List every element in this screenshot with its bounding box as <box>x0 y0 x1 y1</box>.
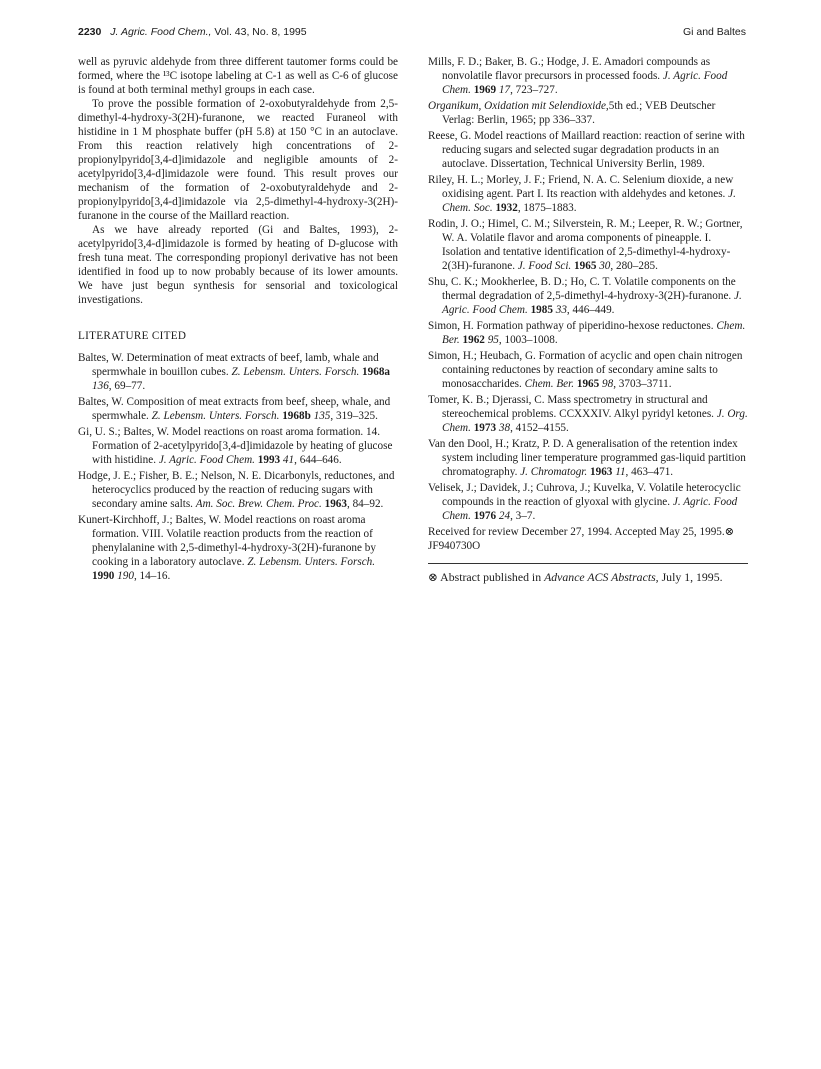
reference-pre: Reese, G. Model reactions of Maillard reaction: reaction of serine with reducing sugars and selected sugar degradation products in an autoclave. Dissertation, Technical University Berlin, 1989. <box>428 130 745 170</box>
reference-entry <box>428 437 748 479</box>
right-column <box>428 55 748 585</box>
reference-pre: Hodge, J. E.; Fisher, B. E.; Nelson, N. E. Dicarbonyls, reductones, and heterocyclics produced by the reaction of reducing sugars with secondary amine salts. <box>78 470 395 510</box>
reference-volume: 136 <box>92 380 109 392</box>
reference-journal: Z. Lebensm. Unters. Forsch. <box>247 556 376 568</box>
reference-pages: 5th ed.; VEB Deutscher Verlag: Berlin, 1965; pp 336–337. <box>442 100 716 126</box>
reference-pre: Shu, C. K.; Mookherlee, B. D.; Ho, C. T. Volatile components on the thermal degradation of 2,5-dimethyl-4-hydroxy-3(2H)-furanone. <box>428 276 736 302</box>
reference-journal: Chem. Ber. <box>442 320 746 346</box>
reference-pre: Riley, H. L.; Morley, J. F.; Friend, N. A. C. Selenium dioxide, a new oxidising agent. Part I. Its reaction with aldehydes and ketones. <box>428 174 734 200</box>
page-number: 2230 <box>78 26 102 38</box>
reference-volume: 98 <box>602 378 614 390</box>
reference-pre: Simon, H.; Heubach, G. Formation of acyclic and open chain nitrogen containing reductones by reaction of secondary amine salts to monosaccharides. <box>428 350 743 390</box>
reference-entry <box>428 129 748 171</box>
reference-entry <box>78 395 398 423</box>
reference-journal: J. Chromatogr. <box>520 466 588 478</box>
reference-year: 1976 <box>473 510 497 522</box>
reference-entry <box>428 217 748 273</box>
reference-entry <box>428 393 748 435</box>
reference-pages: , 3–7. <box>510 510 536 522</box>
footnote-divider <box>428 563 748 564</box>
reference-entry <box>78 469 398 511</box>
reference-year: 1969 <box>473 84 497 96</box>
reference-volume: 11 <box>615 466 626 478</box>
reference-year: 1985 <box>530 304 553 316</box>
reference-year: 1968a <box>362 366 391 378</box>
reference-journal: J. Agric. Food Chem. <box>442 290 742 316</box>
reference-pre: Rodin, J. O.; Himel, C. M.; Silverstein, R. M.; Leeper, R. W.; Gortner, W. A. Volatile flavor and aroma components of pineapple. I. Isolation and tentative identification of 2,5-dimethyl-4-hydroxy-2(3H)-furanone. <box>428 218 743 272</box>
reference-pages: , 446–449. <box>566 304 615 316</box>
reference-volume: 38 <box>498 422 511 434</box>
reference-pre: Kunert-Kirchhoff, J.; Baltes, W. Model reactions on roast aroma formation. VIII. Volatile reaction products from the reaction of phenylalanine with 2,5-dimethyl-4-hydroxy-3(2H)-furanone by cooking in a laboratory autoclave. <box>78 514 376 568</box>
reference-journal: J. Agric. Food Chem. <box>158 454 255 466</box>
page-header <box>78 26 746 42</box>
reference-volume: 24 <box>498 510 511 522</box>
footnote-suffix: July 1, 1995. <box>661 570 723 584</box>
reference-journal: Organikum, Oxidation mit Selendioxide, <box>428 100 609 112</box>
reference-year: 1965 <box>574 260 597 272</box>
volume-issue: Vol. 43, No. 8, 1995 <box>214 26 307 38</box>
reference-year: 1962 <box>462 334 485 346</box>
reference-volume: 33 <box>555 304 567 316</box>
reference-pre: Velisek, J.; Davidek, J.; Cuhrova, J.; Kuvelka, V. Volatile heterocyclic compounds in the reaction of glyoxal with glycine. <box>428 482 741 508</box>
body-paragraph: As we have already reported (Gi and Baltes, 1993), 2-acetylpyrido[3,4-d]imidazole is formed by heating of D-glucose with fresh tuna meat. The corresponding propionyl derivative has not been identified in food up to now probably because of its lower amounts. We have just begun synthesis for sensorial and toxicological investigations. <box>78 224 398 306</box>
reference-pages: , 1875–1883. <box>517 202 577 214</box>
reference-journal: J. Food Sci. <box>517 260 572 272</box>
reference-pre: Van den Dool, H.; Kratz, P. D. A generalisation of the retention index system including liner temperature programmed gas-liquid partition chromatography. <box>428 438 746 478</box>
reference-year: 1965 <box>576 378 600 390</box>
reference-volume: 135 <box>313 410 331 422</box>
reference-pages: , 319–325. <box>330 410 378 422</box>
reference-volume: 41 <box>282 454 295 466</box>
reference-pages: , 69–77. <box>108 380 146 392</box>
received-note: Received for review December 27, 1994. Accepted May 25, 1995.⊗ <box>428 526 735 538</box>
footnote-italic: Advance ACS Abstracts, <box>544 570 659 584</box>
reference-entry <box>428 319 748 347</box>
reference-pre: Baltes, W. Determination of meat extracts of beef, lamb, whale and spermwhale in bouillon cubes. <box>78 352 379 378</box>
reference-entry <box>428 55 748 97</box>
reference-entry <box>78 425 398 467</box>
reference-year: 1932 <box>495 202 518 214</box>
reference-entry <box>428 173 748 215</box>
reference-journal: Z. Lebensm. Unters. Forsch. <box>151 410 280 422</box>
body-paragraph: To prove the possible formation of 2-oxobutyraldehyde from 2,5-dimethyl-4-hydroxy-3(2H)-furanone, we reacted Furaneol with histidine in 1 M phosphate buffer (pH 5.8) at 150 °C in an autoclave. From this reaction relatively high concentrations of 2-propionylpyrido[3,4-d]imidazole and negligible amounts of 2-acetylpyrido[3,4-d]imidazole were found. This result proves our mechanism of the formation of 2-oxobutyraldehyde and 2-propionylpyrido[3,4-d]imidazole via 2,5-dimethyl-4-hydroxy-3(2H)-furanone in the course of the Maillard reaction. <box>78 98 398 222</box>
reference-year: 1990 <box>92 570 115 582</box>
reference-pages: , 280–285. <box>610 260 658 272</box>
reference-volume: 17 <box>498 84 511 96</box>
reference-journal: Z. Lebensm. Unters. Forsch. <box>231 366 360 378</box>
literature-heading: LITERATURE CITED <box>78 330 187 342</box>
left-column <box>78 55 398 585</box>
reference-journal: J. Chem. Soc. <box>442 188 736 214</box>
reference-pre: Tomer, K. B.; Djerassi, C. Mass spectrometry in structural and stereochemical problems. CCXXXIV. Alkyl pyridyl ketones. <box>428 394 714 420</box>
reference-journal: J. Agric. Food Chem. <box>442 496 738 522</box>
manuscript-code: JF940730O <box>428 540 481 552</box>
reference-pages: , 644–646. <box>294 454 342 466</box>
reference-year: 1968b <box>282 410 311 422</box>
reference-year: 1973 <box>473 422 497 434</box>
reference-volume: 30 <box>599 260 611 272</box>
reference-volume: 190 <box>117 570 134 582</box>
reference-list-right <box>428 55 748 523</box>
reference-year: 1993 <box>257 454 281 466</box>
reference-journal: Chem. Ber. <box>524 378 575 390</box>
reference-pre: Simon, H. Formation pathway of piperidino-hexose reductones. <box>428 320 714 332</box>
reference-pre: Mills, F. D.; Baker, B. G.; Hodge, J. E. Amadori compounds as nonvolatile flavor precursors in processed foods. <box>428 56 711 82</box>
footnote-prefix: ⊗ Abstract published in <box>428 570 542 584</box>
reference-journal: J. Org. Chem. <box>442 408 748 434</box>
journal-name: J. Agric. Food Chem., <box>110 26 212 38</box>
reference-list-left <box>78 351 398 583</box>
reference-pages: , 4152–4155. <box>510 422 569 434</box>
reference-volume: 95 <box>487 334 499 346</box>
reference-journal: J. Agric. Food Chem. <box>442 70 728 96</box>
reference-pages: , 14–16. <box>133 570 171 582</box>
reference-pages: , 84–92. <box>346 498 384 510</box>
reference-pages: , 723–727. <box>510 84 558 96</box>
reference-entry <box>428 481 748 523</box>
reference-pre: Baltes, W. Composition of meat extracts from beef, sheep, whale, and spermwhale. <box>78 396 391 422</box>
abstract-footnote <box>428 570 748 585</box>
body-paragraph: well as pyruvic aldehyde from three different tautomer forms could be formed, where the ¹³C isotope labeling at C-1 as well as C-6 of glucose is found at both terminal methyl groups in each case. <box>78 56 398 96</box>
reference-entry <box>428 275 748 317</box>
reference-pre: Gi, U. S.; Baltes, W. Model reactions on roast aroma formation. 14. Formation of 2-acetylpyrido[3,4-d]imidazole by heating of glucose with histidine. <box>78 426 393 466</box>
reference-year: 1963 <box>324 498 347 510</box>
reference-journal: Am. Soc. Brew. Chem. Proc. <box>195 498 322 510</box>
running-authors: Gi and Baltes <box>682 26 746 38</box>
reference-entry <box>428 349 748 391</box>
reference-year: 1963 <box>590 466 613 478</box>
reference-entry <box>78 513 398 583</box>
reference-pages: , 463–471. <box>625 466 674 478</box>
reference-pages: , 3703–3711. <box>613 378 672 390</box>
reference-entry <box>78 351 398 393</box>
reference-entry <box>428 99 748 127</box>
reference-pages: , 1003–1008. <box>498 334 558 346</box>
